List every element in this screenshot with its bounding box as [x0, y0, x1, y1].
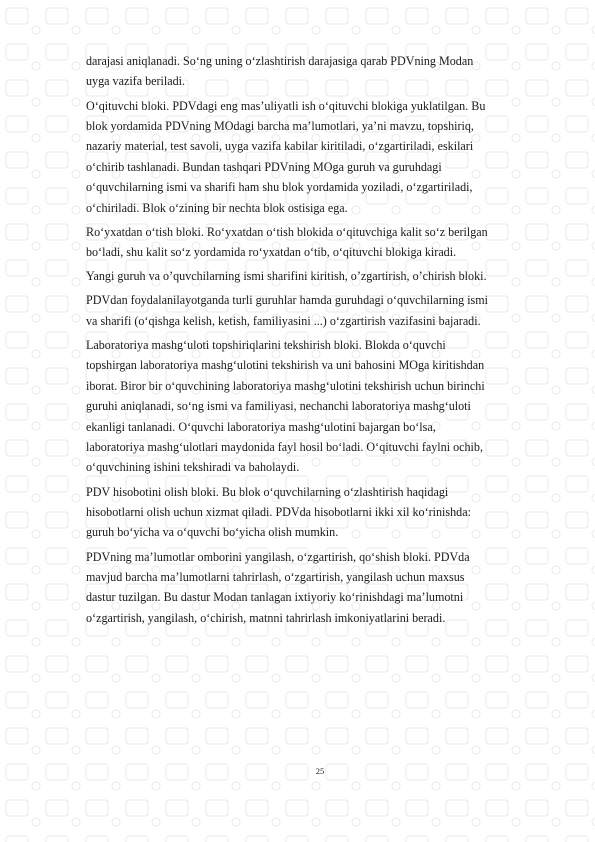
watermark-tile — [286, 656, 320, 682]
watermark-tile — [446, 728, 480, 754]
watermark-tile — [566, 188, 595, 214]
watermark-tile — [326, 692, 360, 718]
watermark-tile — [406, 692, 440, 718]
watermark-tile — [566, 44, 595, 70]
watermark-tile — [6, 44, 40, 70]
text-line: Oʻqituvchi bloki. PDVdagi eng masʼuliyatli ish oʻqituvchi blokiga yuklatilgan. Bu — [86, 98, 486, 113]
watermark-tile — [46, 476, 80, 502]
watermark-tile — [446, 656, 480, 682]
watermark-tile — [6, 440, 40, 466]
watermark-tile — [486, 656, 520, 682]
watermark-tile — [46, 368, 80, 394]
watermark-tile — [366, 728, 400, 754]
text-line: hisobotlarni olish uchun xizmat qiladi. PDVda hisobotlarni ikki xil koʻrinishda: — [86, 504, 471, 519]
watermark-tile — [526, 656, 560, 682]
text-line: guruhi aniqlanadi, soʻng ismi va familiyasi, nechanchi laboratoriya mashgʻuloti — [86, 399, 471, 414]
watermark-tile — [126, 692, 160, 718]
watermark-tile — [486, 8, 520, 34]
watermark-tile — [446, 8, 480, 34]
watermark-tile — [6, 656, 40, 682]
watermark-tile — [6, 116, 40, 142]
watermark-tile — [566, 404, 595, 430]
watermark-tile — [6, 368, 40, 394]
paragraph — [86, 482, 553, 543]
watermark-tile — [6, 800, 40, 826]
watermark-tile — [126, 800, 160, 826]
text-line: topshirgan laboratoriya mashgʻulotini tekshirish va uni bahosini MOga kiritishdan — [86, 358, 485, 373]
watermark-tile — [566, 224, 595, 250]
watermark-tile — [326, 656, 360, 682]
watermark-tile — [126, 8, 160, 34]
watermark-tile — [486, 728, 520, 754]
watermark-tile — [86, 836, 120, 842]
watermark-tile — [46, 620, 80, 646]
watermark-tile — [326, 836, 360, 842]
watermark-tile — [246, 692, 280, 718]
watermark-tile — [86, 8, 120, 34]
watermark-tile — [46, 260, 80, 286]
watermark-tile — [86, 692, 120, 718]
watermark-tile — [366, 8, 400, 34]
watermark-tile — [526, 800, 560, 826]
watermark-tile — [486, 692, 520, 718]
watermark-tile — [566, 116, 595, 142]
watermark-tile — [566, 80, 595, 106]
watermark-tile — [166, 728, 200, 754]
watermark-tile — [6, 836, 40, 842]
watermark-tile — [6, 80, 40, 106]
watermark-tile — [366, 692, 400, 718]
watermark-tile — [566, 584, 595, 610]
text-line: ekanligi tanlanadi. Oʻquvchi laboratoriya mashgʻulotini bajargan boʻlsa, — [86, 419, 436, 434]
text-line: oʻquvchilarning ismi va sharifi ham shu blok yordamida yoziladi, oʻzgartiriladi, — [86, 180, 473, 195]
watermark-tile — [366, 656, 400, 682]
watermark-tile — [286, 692, 320, 718]
text-line: Laboratoriya mashgʻuloti topshiriqlarini tekshirish bloki. Blokda oʻquvchi — [86, 338, 446, 353]
watermark-tile — [46, 116, 80, 142]
watermark-tile — [6, 296, 40, 322]
watermark-tile — [206, 656, 240, 682]
text-line: oʻchirib tashlanadi. Bundan tashqari PDVning MOga guruh va guruhdagi — [86, 159, 442, 174]
watermark-tile — [486, 800, 520, 826]
watermark-tile — [566, 548, 595, 574]
watermark-tile — [166, 800, 200, 826]
watermark-tile — [46, 836, 80, 842]
watermark-tile — [486, 836, 520, 842]
watermark-tile — [246, 656, 280, 682]
watermark-tile — [286, 836, 320, 842]
watermark-tile — [406, 800, 440, 826]
paragraph — [86, 51, 553, 92]
text-line: darajasi aniqlanadi. Soʻng uning oʻzlashtirish darajasiga qarab PDVning Modan — [86, 54, 474, 68]
watermark-tile — [46, 512, 80, 538]
watermark-tile — [6, 404, 40, 430]
text-line: mavjud barcha maʼlumotlarni tahrirlash, oʻzgartirish, yangilash uchun maxsus — [86, 569, 465, 584]
watermark-tile — [6, 8, 40, 34]
watermark-tile — [246, 800, 280, 826]
watermark-tile — [126, 728, 160, 754]
watermark-tile — [566, 836, 595, 842]
watermark-tile — [166, 692, 200, 718]
text-line: PDVdan foydalanilayotganda turli guruhlar hamda guruhdagi oʻquvchilarning ismi — [86, 293, 489, 308]
text-line: nazariy material, test savoli, uyga vazifa kabilar kiritiladi, oʻzgartiriladi, eskilari — [86, 139, 474, 154]
watermark-tile — [326, 800, 360, 826]
watermark-tile — [6, 584, 40, 610]
watermark-tile — [126, 656, 160, 682]
watermark-tile — [6, 224, 40, 250]
watermark-tile — [46, 80, 80, 106]
watermark-tile — [86, 728, 120, 754]
watermark-tile — [6, 548, 40, 574]
text-line: boʻladi, shu kalit soʻz yordamida roʻyxatdan oʻtib, oʻqituvchi blokiga kiradi. — [86, 245, 457, 260]
watermark-tile — [46, 188, 80, 214]
watermark-tile — [206, 728, 240, 754]
document-body — [86, 51, 553, 628]
watermark-tile — [46, 800, 80, 826]
watermark-tile — [46, 44, 80, 70]
watermark-tile — [566, 800, 595, 826]
watermark-tile — [526, 728, 560, 754]
watermark-tile — [566, 728, 595, 754]
watermark-tile — [46, 584, 80, 610]
watermark-tile — [406, 728, 440, 754]
text-line: Roʻyxatdan oʻtish bloki. Roʻyxatdan oʻtish blokida oʻqituvchiga kalit soʻz berilgan — [86, 224, 488, 239]
watermark-tile — [526, 836, 560, 842]
watermark-tile — [206, 692, 240, 718]
watermark-tile — [6, 188, 40, 214]
watermark-tile — [446, 692, 480, 718]
watermark-tile — [566, 152, 595, 178]
watermark-tile — [526, 8, 560, 34]
watermark-tile — [206, 800, 240, 826]
watermark-tile — [286, 728, 320, 754]
page-number: 25 — [315, 766, 325, 776]
watermark-tile — [6, 692, 40, 718]
watermark-tile — [566, 656, 595, 682]
watermark-tile — [366, 800, 400, 826]
text-line: PDVning maʼlumotlar omborini yangilash, oʻzgartirish, qoʻshish bloki. PDVda — [86, 549, 470, 564]
watermark-tile — [286, 8, 320, 34]
watermark-tile — [86, 656, 120, 682]
watermark-tile — [566, 332, 595, 358]
watermark-tile — [6, 512, 40, 538]
watermark-tile — [86, 800, 120, 826]
watermark-tile — [366, 836, 400, 842]
watermark-tile — [46, 404, 80, 430]
watermark-tile — [566, 260, 595, 286]
watermark-tile — [46, 224, 80, 250]
paragraph — [86, 335, 553, 478]
watermark-tile — [46, 296, 80, 322]
watermark-tile — [166, 8, 200, 34]
watermark-tile — [566, 692, 595, 718]
watermark-tile — [566, 440, 595, 466]
watermark-tile — [6, 728, 40, 754]
watermark-tile — [206, 8, 240, 34]
watermark-tile — [46, 548, 80, 574]
watermark-tile — [246, 728, 280, 754]
watermark-tile — [566, 368, 595, 394]
watermark-tile — [46, 728, 80, 754]
watermark-tile — [46, 440, 80, 466]
watermark-tile — [6, 476, 40, 502]
text-line: iborat. Biror bir oʻquvchining laboratoriya mashgʻulotini tekshirish uchun birinchi — [86, 378, 485, 393]
paragraph — [86, 96, 553, 218]
text-line: Yangi guruh va o’quvchilarning ismi sharifini kiritish, o’zgartirish, o’chirish bloki. — [86, 269, 487, 284]
text-line: PDV hisobotini olish bloki. Bu blok oʻquvchilarning oʻzlashtirish haqidagi — [86, 484, 449, 499]
text-line: oʻquvchining ishini tekshiradi va baholaydi. — [86, 460, 300, 475]
watermark-tile — [446, 800, 480, 826]
watermark-tile — [6, 260, 40, 286]
watermark-tile — [246, 8, 280, 34]
watermark-tile — [566, 620, 595, 646]
watermark-tile — [6, 152, 40, 178]
watermark-tile — [526, 692, 560, 718]
watermark-tile — [286, 800, 320, 826]
watermark-tile — [166, 656, 200, 682]
watermark-tile — [46, 692, 80, 718]
watermark-tile — [566, 476, 595, 502]
watermark-tile — [126, 836, 160, 842]
watermark-tile — [566, 8, 595, 34]
watermark-tile — [406, 836, 440, 842]
text-line: uyga vazifa beriladi. — [86, 74, 186, 89]
watermark-tile — [46, 332, 80, 358]
paragraph — [86, 222, 553, 263]
watermark-tile — [566, 512, 595, 538]
watermark-tile — [326, 728, 360, 754]
text-line: blok yordamida PDVning MOdagi barcha maʼlumotlari, yaʼni mavzu, topshiriq, — [86, 118, 474, 133]
text-line: guruh boʻyicha va oʻquvchi boʻyicha olish mumkin. — [86, 525, 339, 540]
watermark-tile — [6, 332, 40, 358]
text-line: laboratoriya mashgʻulotlari maydonida fayl hosil boʻladi. Oʻqituvchi faylni ochib, — [86, 440, 483, 455]
paragraph — [86, 266, 553, 286]
text-line: oʻzgartirish, yangilash, oʻchirish, matnni tahrirlash imkoniyatlarini beradi. — [86, 610, 446, 625]
text-line: dastur tuzilgan. Bu dastur Modan tanlagan ixtiyoriy koʻrinishdagi maʼlumotni — [86, 590, 464, 605]
watermark-tile — [6, 620, 40, 646]
watermark-tile — [46, 656, 80, 682]
watermark-tile — [46, 8, 80, 34]
watermark-tile — [406, 656, 440, 682]
paragraph — [86, 547, 553, 629]
watermark-tile — [246, 836, 280, 842]
text-line: va sharifi (oʻqishga kelish, ketish, familiyasini ...) oʻzgartirish vazifasini bajaradi. — [86, 313, 481, 328]
paragraph — [86, 290, 553, 331]
watermark-tile — [566, 296, 595, 322]
watermark-tile — [446, 836, 480, 842]
watermark-tile — [206, 836, 240, 842]
text-line: oʻchiriladi. Blok oʻzining bir nechta blok ostisiga ega. — [86, 200, 348, 215]
watermark-tile — [326, 8, 360, 34]
watermark-tile — [46, 152, 80, 178]
watermark-tile — [406, 8, 440, 34]
watermark-tile — [166, 836, 200, 842]
